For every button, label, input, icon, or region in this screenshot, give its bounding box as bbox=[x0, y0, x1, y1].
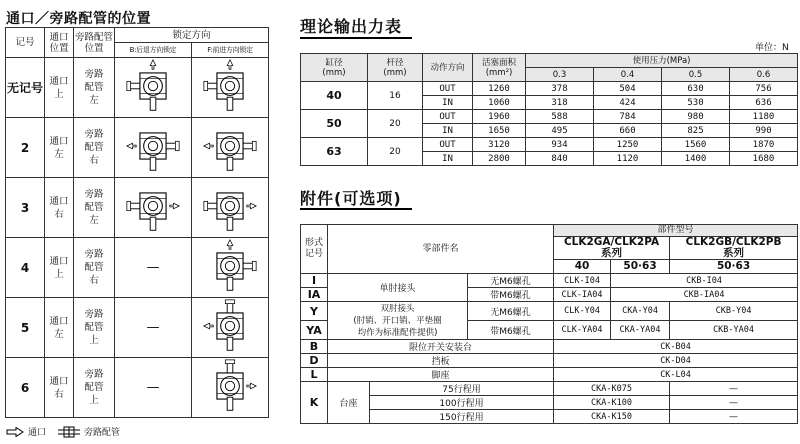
part-no-k-150-b: — bbox=[670, 410, 798, 424]
part-no-k-100: CKA-K100 bbox=[554, 396, 670, 410]
force-value: 424 bbox=[594, 96, 662, 110]
col-header-bore: 缸径 (mm) bbox=[301, 54, 368, 82]
row-symbol-ia: IA bbox=[301, 288, 328, 302]
option-k-75: 75行程用 bbox=[370, 382, 554, 396]
row-piping-position: 旁路 配管 上 bbox=[74, 298, 115, 358]
output-row bbox=[301, 82, 798, 96]
lock-b-diagram bbox=[115, 118, 192, 178]
part-no-d: CK-D04 bbox=[554, 354, 798, 368]
row-port-position: 通口 右 bbox=[45, 358, 74, 418]
row-piping-position: 旁路 配管 上 bbox=[74, 358, 115, 418]
col-header-series-b: CLK2GB/CLK2PB 系列 bbox=[670, 237, 798, 260]
part-single-knuckle: 单肘接头 bbox=[328, 274, 468, 302]
option-k-150: 150行程用 bbox=[370, 410, 554, 424]
lock-b-diagram bbox=[115, 58, 192, 118]
force-value: 756 bbox=[730, 82, 798, 96]
lock-b-diagram bbox=[115, 358, 192, 418]
row-piping-position: 旁路 配管 右 bbox=[74, 118, 115, 178]
lock-f-diagram bbox=[192, 178, 269, 238]
force-value: 530 bbox=[662, 96, 730, 110]
bore-value: 50 bbox=[301, 110, 368, 138]
row-port-position: 通口 左 bbox=[45, 298, 74, 358]
force-value: 1250 bbox=[594, 138, 662, 152]
area-value: 1060 bbox=[473, 96, 526, 110]
row-port-position: 通口 上 bbox=[45, 58, 74, 118]
force-value: 636 bbox=[730, 96, 798, 110]
direction-value: IN bbox=[423, 124, 473, 138]
bore-value: 63 bbox=[301, 138, 368, 166]
col-header-a5063: 50·63 bbox=[611, 260, 670, 274]
row-code: 3 bbox=[6, 178, 45, 238]
col-header-pressure-2: 0.4 bbox=[594, 68, 662, 82]
force-value: 1180 bbox=[730, 110, 798, 124]
option-ya: 带M6螺孔 bbox=[468, 321, 554, 340]
col-header-lock-b: B:后退方向锁定 bbox=[115, 43, 192, 58]
col-header-pressure: 使用压力(MPa) bbox=[526, 54, 798, 68]
not-available-dash: — bbox=[146, 260, 160, 275]
port-row bbox=[6, 238, 269, 298]
part-no-y-b: CKB-Y04 bbox=[670, 302, 798, 321]
output-table-title: 理论输出力表 bbox=[300, 17, 403, 36]
row-port-position: 通口 上 bbox=[45, 238, 74, 298]
row-port-position: 通口 左 bbox=[45, 118, 74, 178]
bore-value: 40 bbox=[301, 82, 368, 110]
row-piping-position: 旁路 配管 右 bbox=[74, 238, 115, 298]
force-value: 660 bbox=[594, 124, 662, 138]
col-header-pressure-1: 0.3 bbox=[526, 68, 594, 82]
rod-value: 20 bbox=[368, 110, 423, 138]
row-symbol-y: Y bbox=[301, 302, 328, 321]
force-value: 990 bbox=[730, 124, 798, 138]
col-header-part-name: 零部件名 bbox=[328, 225, 554, 274]
legend-port-label: 通口 bbox=[28, 428, 47, 438]
lock-f-diagram bbox=[192, 298, 269, 358]
part-no-ia-b: CKB-IA04 bbox=[611, 288, 798, 302]
col-header-lock-f: F:前进方向锁定 bbox=[192, 43, 269, 58]
direction-value: OUT bbox=[423, 110, 473, 124]
col-header-area: 活塞面积 (mm²) bbox=[473, 54, 526, 82]
col-header-code: 记号 bbox=[6, 28, 45, 58]
col-header-series-a: CLK2GA/CLK2PA 系列 bbox=[554, 237, 670, 260]
not-available-dash: — bbox=[146, 320, 160, 335]
row-symbol-k: K bbox=[301, 382, 328, 424]
col-header-port: 通口 位置 bbox=[45, 28, 74, 58]
bypass-piping-icon bbox=[58, 426, 80, 438]
col-header-pressure-3: 0.5 bbox=[662, 68, 730, 82]
part-no-k-75: CKA-K075 bbox=[554, 382, 670, 396]
part-no-k-100-b: — bbox=[670, 396, 798, 410]
force-value: 495 bbox=[526, 124, 594, 138]
force-value: 1870 bbox=[730, 138, 798, 152]
lock-b-diagram bbox=[115, 178, 192, 238]
part-no-l: CK-L04 bbox=[554, 368, 798, 382]
row-symbol-l: L bbox=[301, 368, 328, 382]
col-header-lock-direction: 锁定方向 bbox=[115, 28, 269, 43]
part-stopper: 挡板 bbox=[328, 354, 554, 368]
port-row bbox=[6, 358, 269, 418]
not-available-dash: — bbox=[146, 380, 160, 395]
part-base: 台座 bbox=[328, 382, 370, 424]
port-position-table bbox=[5, 27, 269, 418]
col-header-direction: 动作方向 bbox=[423, 54, 473, 82]
part-no-ya-a40: CLK-YA04 bbox=[554, 321, 611, 340]
col-header-part-no: 部件型号 bbox=[554, 225, 798, 237]
force-value: 840 bbox=[526, 152, 594, 166]
row-code: 6 bbox=[6, 358, 45, 418]
part-double-knuckle: 双肘接头 (肘销、开口销、平垫圈 均作为标准配件提供) bbox=[328, 302, 468, 340]
force-value: 378 bbox=[526, 82, 594, 96]
col-header-piping: 旁路配管 位置 bbox=[74, 28, 115, 58]
row-code: 5 bbox=[6, 298, 45, 358]
force-value: 934 bbox=[526, 138, 594, 152]
force-value: 825 bbox=[662, 124, 730, 138]
col-header-a40: 40 bbox=[554, 260, 611, 274]
output-force-table bbox=[300, 53, 798, 166]
col-header-symbol: 形式 记号 bbox=[301, 225, 328, 274]
row-symbol-i: I bbox=[301, 274, 328, 288]
part-no-ya-a5063: CKA-YA04 bbox=[611, 321, 670, 340]
rod-value: 20 bbox=[368, 138, 423, 166]
unit-label: 单位：N bbox=[755, 43, 789, 53]
lock-f-diagram bbox=[192, 118, 269, 178]
row-piping-position: 旁路 配管 左 bbox=[74, 178, 115, 238]
area-value: 2800 bbox=[473, 152, 526, 166]
col-header-pressure-4: 0.6 bbox=[730, 68, 798, 82]
force-value: 784 bbox=[594, 110, 662, 124]
col-header-rod: 杆径 (mm) bbox=[368, 54, 423, 82]
row-symbol-d: D bbox=[301, 354, 328, 368]
lock-f-diagram bbox=[192, 238, 269, 298]
legend-piping-label: 旁路配管 bbox=[84, 428, 121, 438]
row-piping-position: 旁路 配管 左 bbox=[74, 58, 115, 118]
port-row bbox=[6, 178, 269, 238]
direction-value: IN bbox=[423, 152, 473, 166]
lock-f-diagram bbox=[192, 358, 269, 418]
part-no-k-150: CKA-K150 bbox=[554, 410, 670, 424]
row-code: 4 bbox=[6, 238, 45, 298]
accessories-table bbox=[300, 224, 798, 424]
rod-value: 16 bbox=[368, 82, 423, 110]
option-ia: 带M6螺孔 bbox=[468, 288, 554, 302]
port-arrow-icon bbox=[6, 427, 24, 437]
force-value: 588 bbox=[526, 110, 594, 124]
part-foot: 脚座 bbox=[328, 368, 554, 382]
force-value: 980 bbox=[662, 110, 730, 124]
diagram-legend bbox=[6, 425, 120, 438]
lock-b-diagram bbox=[115, 238, 192, 298]
part-no-k-75-b: — bbox=[670, 382, 798, 396]
output-row bbox=[301, 138, 798, 152]
area-value: 3120 bbox=[473, 138, 526, 152]
port-position-title: 通口／旁路配管的位置 bbox=[6, 11, 151, 27]
force-value: 1120 bbox=[594, 152, 662, 166]
force-value: 318 bbox=[526, 96, 594, 110]
row-symbol-b: B bbox=[301, 340, 328, 354]
port-row bbox=[6, 298, 269, 358]
part-no-i-a40: CLK-I04 bbox=[554, 274, 611, 288]
part-no-i-b: CKB-I04 bbox=[611, 274, 798, 288]
row-symbol-ya: YA bbox=[301, 321, 328, 340]
area-value: 1960 bbox=[473, 110, 526, 124]
direction-value: OUT bbox=[423, 82, 473, 96]
option-i: 无M6螺孔 bbox=[468, 274, 554, 288]
port-row bbox=[6, 58, 269, 118]
force-value: 1560 bbox=[662, 138, 730, 152]
part-no-b: CK-B04 bbox=[554, 340, 798, 354]
part-switch-rail: 限位开关安装台 bbox=[328, 340, 554, 354]
port-row bbox=[6, 118, 269, 178]
direction-value: IN bbox=[423, 96, 473, 110]
force-value: 1400 bbox=[662, 152, 730, 166]
accessories-title-rule bbox=[300, 208, 412, 210]
row-code: 2 bbox=[6, 118, 45, 178]
area-value: 1650 bbox=[473, 124, 526, 138]
accessories-title: 附件(可选项) bbox=[300, 189, 402, 208]
force-value: 630 bbox=[662, 82, 730, 96]
area-value: 1260 bbox=[473, 82, 526, 96]
output-title-rule bbox=[300, 37, 412, 39]
direction-value: OUT bbox=[423, 138, 473, 152]
col-header-b5063: 50·63 bbox=[670, 260, 798, 274]
lock-f-diagram bbox=[192, 58, 269, 118]
part-no-y-a40: CLK-Y04 bbox=[554, 302, 611, 321]
part-no-ia-a40: CLK-IA04 bbox=[554, 288, 611, 302]
row-code: 无记号 bbox=[6, 58, 45, 118]
part-no-ya-b: CKB-YA04 bbox=[670, 321, 798, 340]
lock-b-diagram bbox=[115, 298, 192, 358]
part-no-y-a5063: CKA-Y04 bbox=[611, 302, 670, 321]
force-value: 504 bbox=[594, 82, 662, 96]
row-port-position: 通口 右 bbox=[45, 178, 74, 238]
output-row bbox=[301, 110, 798, 124]
option-y: 无M6螺孔 bbox=[468, 302, 554, 321]
force-value: 1680 bbox=[730, 152, 798, 166]
option-k-100: 100行程用 bbox=[370, 396, 554, 410]
